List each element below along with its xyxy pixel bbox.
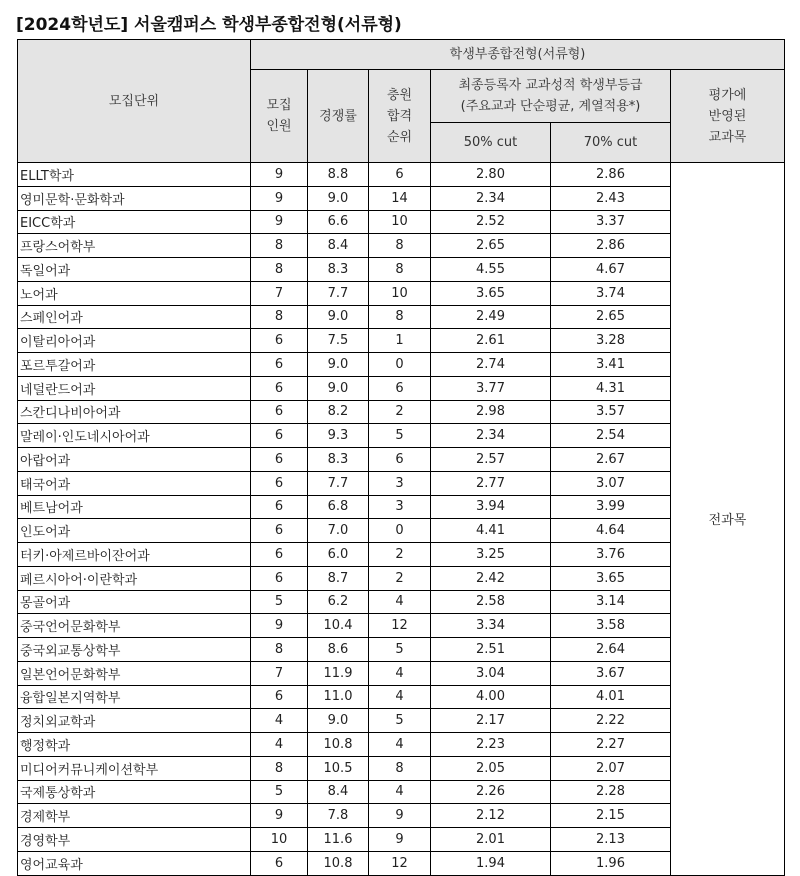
cell-unit: 중국언어문화학부 [18,614,251,638]
cell-unit: 말레이·인도네시아어과 [18,424,251,448]
cell-cut50: 2.23 [431,733,551,757]
cell-rank: 4 [369,780,431,804]
cell-quota: 6 [251,495,308,519]
cell-cut70: 2.67 [551,448,671,472]
cell-unit: 인도어과 [18,519,251,543]
cell-ratio: 6.8 [308,495,369,519]
cell-rank: 9 [369,828,431,852]
cell-ratio: 9.0 [308,376,369,400]
cell-ratio: 10.8 [308,851,369,875]
cell-quota: 6 [251,400,308,424]
cell-quota: 9 [251,210,308,234]
cell-quota: 6 [251,566,308,590]
cell-cut70: 2.64 [551,638,671,662]
cell-cut70: 3.07 [551,471,671,495]
cell-rank: 6 [369,448,431,472]
cell-quota: 7 [251,661,308,685]
cell-rank: 8 [369,234,431,258]
cell-quota: 6 [251,471,308,495]
table-row [18,400,785,424]
cell-quota: 9 [251,186,308,210]
cell-quota: 9 [251,804,308,828]
cell-rank: 5 [369,638,431,662]
cell-ratio: 8.6 [308,638,369,662]
cell-cut50: 2.51 [431,638,551,662]
cell-rank: 8 [369,756,431,780]
cell-cut50: 3.25 [431,543,551,567]
cell-ratio: 8.4 [308,234,369,258]
cell-subjects: 전과목 [671,163,785,876]
cell-cut70: 4.01 [551,685,671,709]
cell-ratio: 9.0 [308,353,369,377]
table-row [18,305,785,329]
cell-unit: 정치외교학과 [18,709,251,733]
cell-unit: 몽골어과 [18,590,251,614]
cell-quota: 8 [251,756,308,780]
cell-unit: 터키·아제르바이잔어과 [18,543,251,567]
cell-ratio: 8.4 [308,780,369,804]
table-row [18,614,785,638]
cell-quota: 10 [251,828,308,852]
cell-cut50: 3.34 [431,614,551,638]
table-row [18,733,785,757]
cell-quota: 7 [251,281,308,305]
admission-results-table [17,39,785,876]
table-row [18,495,785,519]
cell-cut50: 2.52 [431,210,551,234]
table-row [18,780,785,804]
cell-quota: 6 [251,543,308,567]
table-row [18,590,785,614]
cell-unit: 포르투갈어과 [18,353,251,377]
cell-cut50: 2.65 [431,234,551,258]
cell-cut70: 2.43 [551,186,671,210]
cell-cut70: 3.57 [551,400,671,424]
cell-cut50: 2.80 [431,163,551,187]
cell-cut50: 2.26 [431,780,551,804]
cell-unit: 이탈리아어과 [18,329,251,353]
cell-unit: 태국어과 [18,471,251,495]
cell-unit: 페르시아어·이란학과 [18,566,251,590]
cell-unit: 베트남어과 [18,495,251,519]
cell-ratio: 7.8 [308,804,369,828]
cell-unit: ELLT학과 [18,163,251,187]
cell-unit: 영어교육과 [18,851,251,875]
cell-ratio: 7.5 [308,329,369,353]
table-row [18,353,785,377]
table-row [18,448,785,472]
cell-rank: 5 [369,424,431,448]
cell-quota: 8 [251,305,308,329]
cell-unit: 행정학과 [18,733,251,757]
cell-cut50: 3.04 [431,661,551,685]
cell-cut70: 3.76 [551,543,671,567]
cell-ratio: 10.5 [308,756,369,780]
table-row [18,519,785,543]
table-row [18,376,785,400]
cell-rank: 4 [369,661,431,685]
cell-cut50: 2.58 [431,590,551,614]
cell-cut50: 2.17 [431,709,551,733]
cell-ratio: 9.3 [308,424,369,448]
table-row [18,638,785,662]
cell-rank: 4 [369,590,431,614]
cell-quota: 6 [251,353,308,377]
table-row [18,543,785,567]
cell-ratio: 9.0 [308,186,369,210]
cell-quota: 9 [251,163,308,187]
cell-ratio: 8.7 [308,566,369,590]
cell-ratio: 8.8 [308,163,369,187]
cell-unit: 아랍어과 [18,448,251,472]
cell-quota: 9 [251,614,308,638]
cell-rank: 14 [369,186,431,210]
cell-cut50: 2.05 [431,756,551,780]
cell-rank: 2 [369,566,431,590]
cell-unit: 스칸디나비아어과 [18,400,251,424]
cell-rank: 0 [369,519,431,543]
cell-quota: 8 [251,258,308,282]
cell-cut50: 2.12 [431,804,551,828]
table-row [18,329,785,353]
header-grade-title: 최종등록자 교과성적 학생부등급 (주요교과 단순평균, 계열적용*) [431,70,671,123]
page-title: [2024학년도] 서울캠퍼스 학생부종합전형(서류형) [16,15,402,35]
header-subjects: 평가에 반영된 교과목 [671,70,785,163]
cell-unit: 노어과 [18,281,251,305]
cell-rank: 9 [369,804,431,828]
cell-cut70: 3.41 [551,353,671,377]
cell-ratio: 6.2 [308,590,369,614]
cell-unit: EICC학과 [18,210,251,234]
cell-cut70: 2.07 [551,756,671,780]
cell-cut70: 3.99 [551,495,671,519]
cell-quota: 8 [251,234,308,258]
cell-unit: 네덜란드어과 [18,376,251,400]
cell-ratio: 7.0 [308,519,369,543]
cell-rank: 12 [369,851,431,875]
cell-cut70: 2.54 [551,424,671,448]
table-row [18,210,785,234]
cell-cut50: 2.98 [431,400,551,424]
table-row [18,661,785,685]
cell-ratio: 11.9 [308,661,369,685]
cell-unit: 경영학부 [18,828,251,852]
cell-quota: 4 [251,733,308,757]
table-row [18,566,785,590]
table-row [18,234,785,258]
cell-cut70: 4.64 [551,519,671,543]
cell-quota: 6 [251,685,308,709]
cell-ratio: 8.3 [308,258,369,282]
cell-cut70: 2.22 [551,709,671,733]
cell-rank: 8 [369,258,431,282]
header-unit: 모집단위 [18,40,251,163]
header-quota: 모집 인원 [251,70,308,163]
cell-cut70: 2.13 [551,828,671,852]
cell-unit: 경제학부 [18,804,251,828]
cell-cut50: 3.94 [431,495,551,519]
cell-cut70: 3.74 [551,281,671,305]
cell-unit: 중국외교통상학부 [18,638,251,662]
cell-cut70: 4.67 [551,258,671,282]
table-row [18,258,785,282]
cell-rank: 3 [369,471,431,495]
cell-cut70: 2.86 [551,163,671,187]
cell-ratio: 9.0 [308,305,369,329]
cell-cut50: 4.55 [431,258,551,282]
cell-cut50: 4.41 [431,519,551,543]
cell-rank: 2 [369,543,431,567]
header-group: 학생부종합전형(서류형) [251,40,785,70]
cell-unit: 일본언어문화학부 [18,661,251,685]
cell-cut50: 2.77 [431,471,551,495]
cell-rank: 2 [369,400,431,424]
table-row [18,186,785,210]
cell-ratio: 11.6 [308,828,369,852]
header-rank: 충원 합격 순위 [369,70,431,163]
table-row [18,471,785,495]
cell-cut70: 3.14 [551,590,671,614]
cell-ratio: 9.0 [308,709,369,733]
cell-cut70: 2.15 [551,804,671,828]
cell-rank: 10 [369,281,431,305]
cell-cut70: 3.28 [551,329,671,353]
cell-rank: 5 [369,709,431,733]
cell-unit: 국제통상학과 [18,780,251,804]
cell-unit: 스페인어과 [18,305,251,329]
cell-cut70: 1.96 [551,851,671,875]
cell-cut70: 2.28 [551,780,671,804]
table-row [18,804,785,828]
cell-rank: 8 [369,305,431,329]
cell-cut50: 2.34 [431,186,551,210]
table-body [18,163,785,876]
cell-ratio: 8.3 [308,448,369,472]
cell-quota: 6 [251,519,308,543]
cell-cut50: 2.34 [431,424,551,448]
table-row [18,828,785,852]
cell-rank: 12 [369,614,431,638]
cell-rank: 6 [369,376,431,400]
cell-unit: 프랑스어학부 [18,234,251,258]
cell-unit: 미디어커뮤니케이션학부 [18,756,251,780]
cell-cut70: 3.65 [551,566,671,590]
cell-rank: 1 [369,329,431,353]
cell-rank: 0 [369,353,431,377]
header-competition: 경쟁률 [308,70,369,163]
cell-ratio: 8.2 [308,400,369,424]
cell-cut50: 1.94 [431,851,551,875]
cell-quota: 6 [251,376,308,400]
table-row [18,281,785,305]
cell-ratio: 10.8 [308,733,369,757]
header-cut50: 50% cut [431,123,551,163]
cell-cut70: 3.58 [551,614,671,638]
cell-cut50: 2.61 [431,329,551,353]
table-row [18,685,785,709]
cell-quota: 6 [251,851,308,875]
cell-ratio: 7.7 [308,471,369,495]
cell-ratio: 6.6 [308,210,369,234]
cell-cut70: 3.67 [551,661,671,685]
cell-unit: 독일어과 [18,258,251,282]
table-row [18,163,785,187]
cell-rank: 6 [369,163,431,187]
cell-ratio: 10.4 [308,614,369,638]
cell-cut70: 2.27 [551,733,671,757]
cell-cut70: 3.37 [551,210,671,234]
cell-rank: 4 [369,733,431,757]
cell-cut50: 3.65 [431,281,551,305]
cell-cut50: 2.42 [431,566,551,590]
header-cut70: 70% cut [551,123,671,163]
cell-cut50: 2.01 [431,828,551,852]
table-row [18,709,785,733]
cell-unit: 영미문학·문화학과 [18,186,251,210]
cell-cut50: 3.77 [431,376,551,400]
cell-unit: 융합일본지역학부 [18,685,251,709]
cell-cut70: 2.65 [551,305,671,329]
cell-quota: 5 [251,780,308,804]
table-row [18,756,785,780]
cell-cut50: 4.00 [431,685,551,709]
cell-cut50: 2.74 [431,353,551,377]
cell-ratio: 11.0 [308,685,369,709]
cell-ratio: 6.0 [308,543,369,567]
cell-quota: 6 [251,329,308,353]
cell-cut50: 2.49 [431,305,551,329]
table-row [18,851,785,875]
cell-rank: 10 [369,210,431,234]
cell-cut70: 2.86 [551,234,671,258]
cell-ratio: 7.7 [308,281,369,305]
cell-rank: 3 [369,495,431,519]
cell-cut50: 2.57 [431,448,551,472]
cell-quota: 4 [251,709,308,733]
cell-quota: 5 [251,590,308,614]
cell-quota: 6 [251,448,308,472]
cell-quota: 6 [251,424,308,448]
cell-rank: 4 [369,685,431,709]
cell-quota: 8 [251,638,308,662]
cell-cut70: 4.31 [551,376,671,400]
table-row [18,424,785,448]
